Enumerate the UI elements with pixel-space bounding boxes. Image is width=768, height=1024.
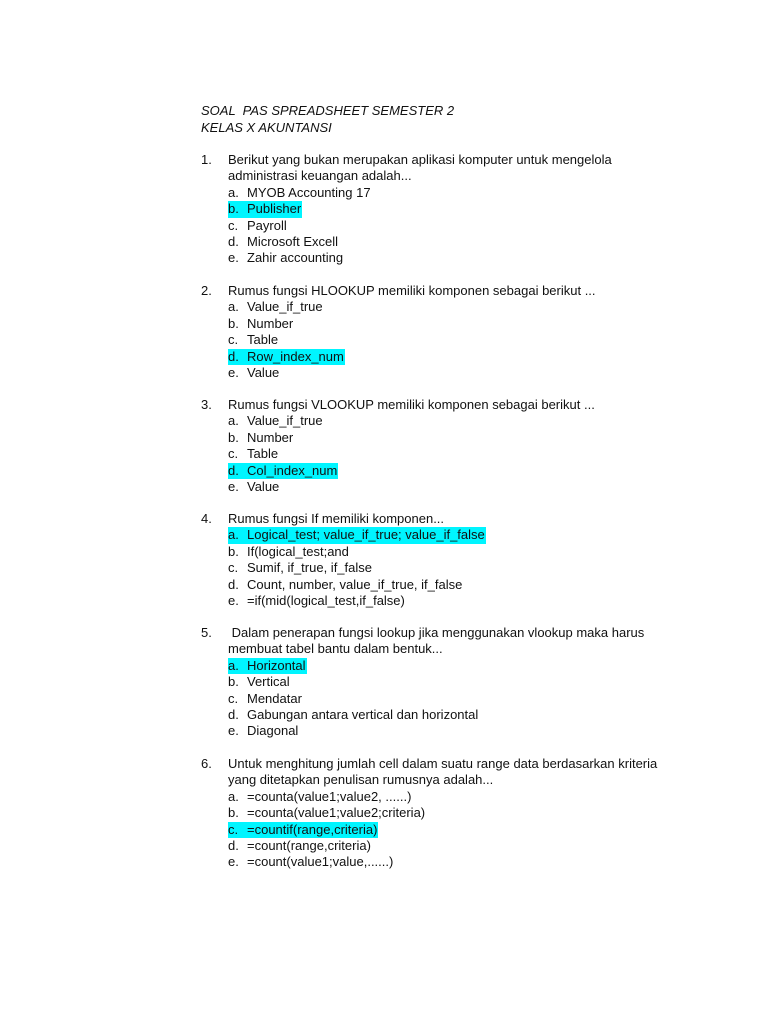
option-label: a. <box>228 184 239 200</box>
option-label: c. <box>228 332 239 348</box>
option-a <box>228 789 661 805</box>
option-label: a. <box>228 527 247 543</box>
option-text: =counta(value1;value2, ......) <box>247 788 412 804</box>
option-text: =count(value1;value,......) <box>247 854 394 870</box>
question-number: 3. <box>201 397 212 412</box>
option-text: Payroll <box>247 217 287 233</box>
option-list <box>228 658 661 740</box>
option-e <box>228 365 661 381</box>
option-list <box>228 413 661 495</box>
option-c <box>228 332 661 348</box>
option-text: =if(mid(logical_test,if_false) <box>247 593 405 609</box>
option-label: a. <box>228 299 239 315</box>
option-d <box>228 577 661 593</box>
option-label: d. <box>228 463 247 479</box>
option-e <box>228 854 661 870</box>
option-label: a. <box>228 788 239 804</box>
option-label: b. <box>228 674 239 690</box>
question-number: 1. <box>201 152 212 167</box>
option-a <box>228 299 661 315</box>
option-label: e. <box>228 593 239 609</box>
option-list <box>228 527 661 609</box>
option-label: d. <box>228 576 239 592</box>
question-text: Untuk menghitung jumlah cell dalam suatu range data berdasarkan kriteria yang ditetapkan penulisan rumusnya adalah... <box>228 756 658 788</box>
option-label: d. <box>228 234 239 250</box>
option-text: =countif(range,criteria) <box>247 821 378 837</box>
option-a-answer-highlighted <box>228 527 661 543</box>
option-e <box>228 250 661 266</box>
question-2 <box>201 283 661 381</box>
option-c <box>228 691 661 707</box>
option-label: b. <box>228 805 239 821</box>
option-text: Value_if_true <box>247 299 323 315</box>
option-text: Number <box>247 429 294 445</box>
option-text: Diagonal <box>247 723 299 739</box>
option-label: e. <box>228 365 239 381</box>
option-b <box>228 430 661 446</box>
option-text: If(logical_test;and <box>247 543 349 559</box>
option-text: Logical_test; value_if_true; value_if_false <box>247 527 485 543</box>
option-label: e. <box>228 250 239 266</box>
question-5 <box>201 625 661 740</box>
option-label: b. <box>228 429 239 445</box>
option-text: Horizontal <box>247 657 306 673</box>
option-label: c. <box>228 822 247 838</box>
option-text: Table <box>247 332 279 348</box>
question-1 <box>201 152 661 267</box>
option-label: e. <box>228 723 239 739</box>
option-e <box>228 593 661 609</box>
question-number: 2. <box>201 283 212 298</box>
option-text: Microsoft Excell <box>247 234 339 250</box>
question-text: Dalam penerapan fungsi lookup jika menggunakan vlookup maka harus membuat tabel bantu dalam bentuk... <box>228 625 648 657</box>
option-label: c. <box>228 217 239 233</box>
option-list <box>228 185 661 267</box>
option-label: b. <box>228 543 239 559</box>
option-d <box>228 838 661 854</box>
option-text: =count(range,criteria) <box>247 838 371 854</box>
option-label: e. <box>228 854 239 870</box>
option-d <box>228 234 661 250</box>
option-text: =counta(value1;value2;criteria) <box>247 805 426 821</box>
question-6 <box>201 756 661 871</box>
option-list <box>228 789 661 871</box>
option-text: Publisher <box>247 201 302 217</box>
option-c-answer-highlighted <box>228 822 661 838</box>
option-label: a. <box>228 658 247 674</box>
option-label: c. <box>228 446 239 462</box>
option-text: Table <box>247 446 279 462</box>
option-b <box>228 805 661 821</box>
option-b-answer-highlighted <box>228 201 661 217</box>
option-c <box>228 560 661 576</box>
option-d-answer-highlighted <box>228 349 661 365</box>
question-number: 6. <box>201 756 212 771</box>
option-label: c. <box>228 560 239 576</box>
option-c <box>228 446 661 462</box>
question-number: 5. <box>201 625 212 640</box>
option-label: c. <box>228 690 239 706</box>
option-label: b. <box>228 315 239 331</box>
option-text: Value <box>247 365 280 381</box>
option-label: d. <box>228 707 239 723</box>
option-text: Number <box>247 315 294 331</box>
option-d-answer-highlighted <box>228 463 661 479</box>
option-text: Col_index_num <box>247 462 338 478</box>
option-label: e. <box>228 479 239 495</box>
question-4 <box>201 511 661 609</box>
option-b <box>228 316 661 332</box>
option-text: Row_index_num <box>247 348 344 364</box>
option-label: d. <box>228 349 247 365</box>
document-title: SOAL PAS SPREADSHEET SEMESTER 2 <box>201 103 455 118</box>
option-text: Sumif, if_true, if_false <box>247 560 372 576</box>
option-label: a. <box>228 413 239 429</box>
option-e <box>228 723 661 739</box>
option-text: Value <box>247 479 280 495</box>
question-text: Rumus fungsi If memiliki komponen... <box>228 511 445 526</box>
option-list <box>228 299 661 381</box>
option-text: Value_if_true <box>247 413 323 429</box>
option-b <box>228 544 661 560</box>
option-text: Vertical <box>247 674 290 690</box>
option-e <box>228 479 661 495</box>
option-a-answer-highlighted <box>228 658 661 674</box>
question-text: Rumus fungsi VLOOKUP memiliki komponen sebagai berikut ... <box>228 397 595 412</box>
question-number: 4. <box>201 511 212 526</box>
option-a <box>228 185 661 201</box>
option-text: Zahir accounting <box>247 250 344 266</box>
option-label: b. <box>228 201 247 217</box>
option-label: d. <box>228 838 239 854</box>
question-3 <box>201 397 661 495</box>
option-text: Count, number, value_if_true, if_false <box>247 576 463 592</box>
option-text: Mendatar <box>247 690 302 706</box>
option-text: Gabungan antara vertical dan horizontal <box>247 707 479 723</box>
option-a <box>228 413 661 429</box>
document-header <box>201 103 454 136</box>
question-text: Rumus fungsi HLOOKUP memiliki komponen sebagai berikut ... <box>228 283 596 298</box>
option-text: MYOB Accounting 17 <box>247 184 371 200</box>
question-text: Berikut yang bukan merupakan aplikasi komputer untuk mengelola administrasi keuangan adalah... <box>228 152 612 184</box>
document-subtitle: KELAS X AKUNTANSI <box>201 119 332 135</box>
option-b <box>228 674 661 690</box>
option-d <box>228 707 661 723</box>
option-c <box>228 218 661 234</box>
